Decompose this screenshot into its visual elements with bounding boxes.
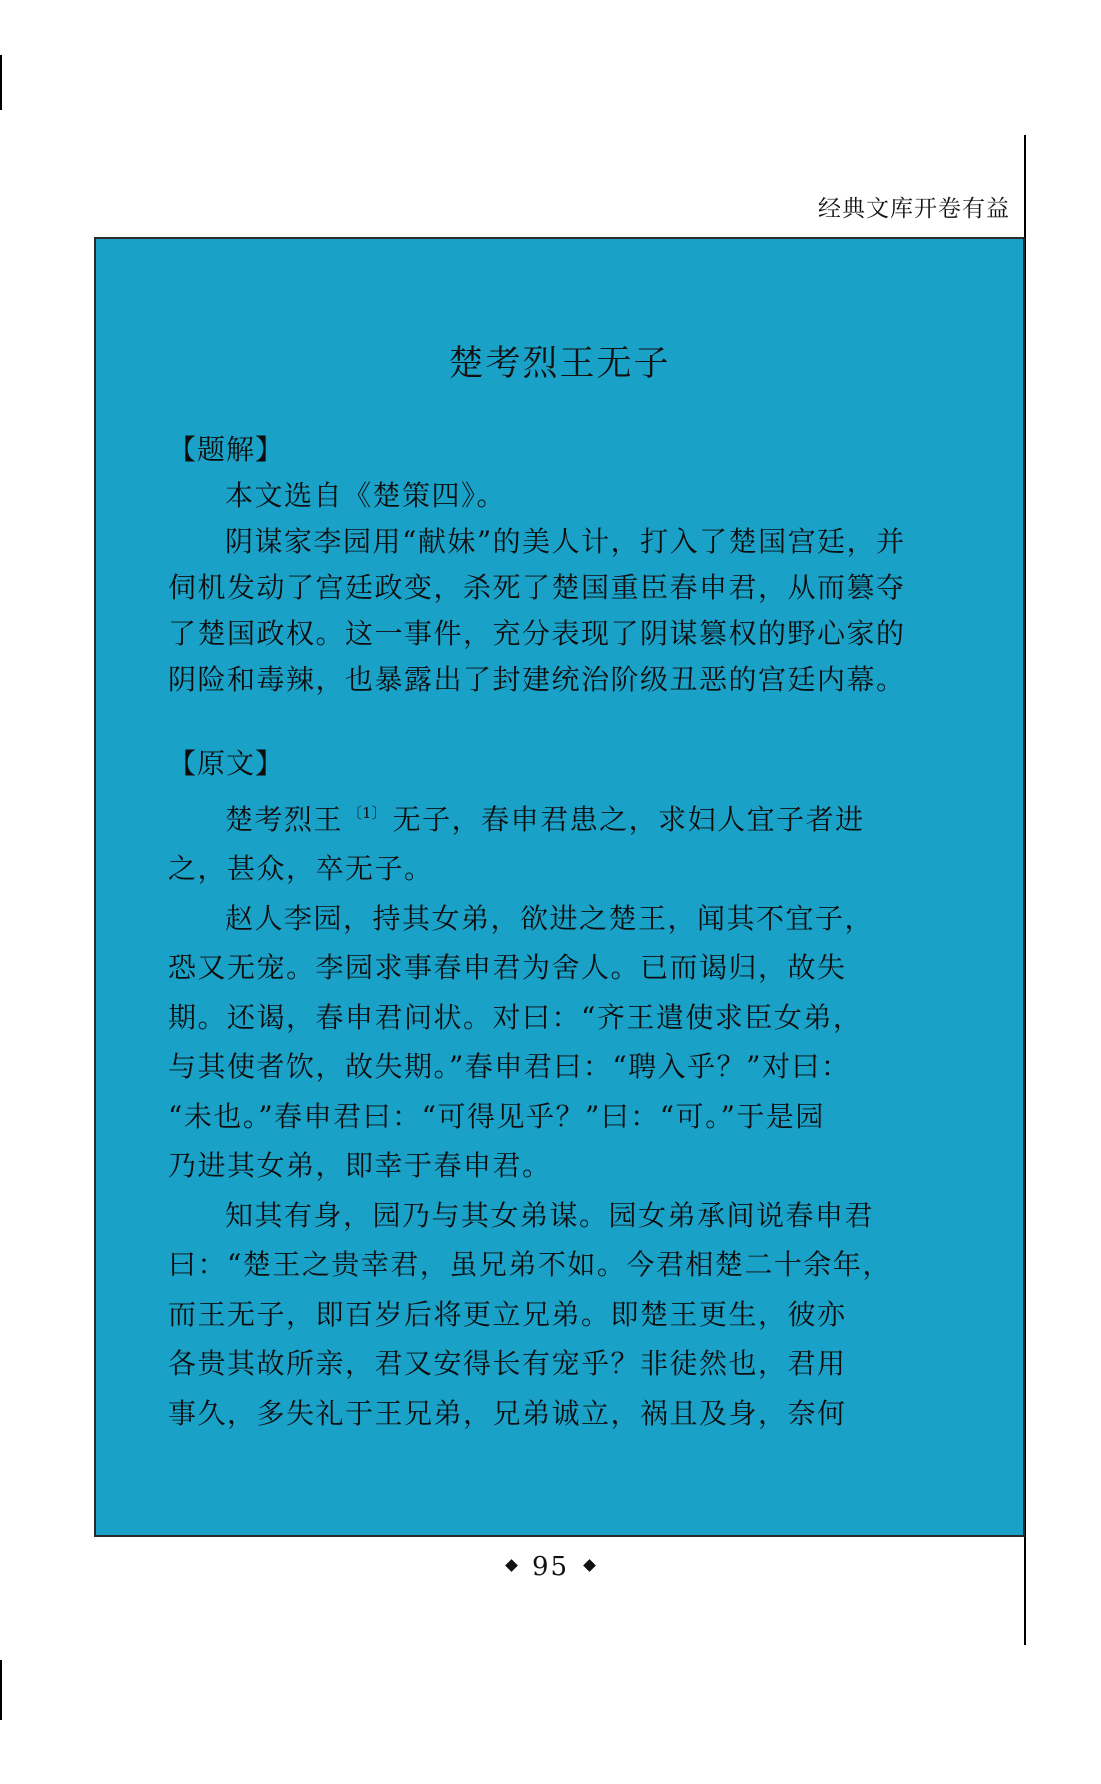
crop-mark-top-left bbox=[0, 55, 2, 110]
original-heading: 【原文】 bbox=[168, 747, 285, 780]
intro-line: 阴谋家李园用“献妹”的美人计，打入了楚国宫廷，并 bbox=[225, 525, 906, 558]
original-text-section bbox=[168, 739, 1028, 1438]
original-line: 期。还谒，春申君问状。对曰：“齐王遣使求臣女弟， bbox=[168, 1000, 863, 1034]
first-line-end: 无子，春申君患之，求妇人宜子者进 bbox=[392, 802, 865, 836]
page-number bbox=[0, 1552, 1101, 1582]
original-line: 之，甚众，卒无子。 bbox=[168, 852, 434, 885]
intro-line: 了楚国政权。这一事件，充分表现了阴谋篡权的野心家的 bbox=[168, 617, 906, 650]
original-line: 乃进其女弟，即幸于春申君。 bbox=[168, 1149, 552, 1182]
intro-section bbox=[168, 427, 1028, 703]
original-line: “未也。”春申君曰：“可得见乎？”曰：“可。”于是园 bbox=[168, 1099, 825, 1133]
diamond-right-icon bbox=[583, 1559, 596, 1572]
original-line: 赵人李园，持其女弟，欲进之楚王，闻其不宜子， bbox=[225, 901, 875, 935]
original-line: 曰：“楚王之贵幸君，虽兄弟不如。今君相楚二十余年， bbox=[168, 1248, 892, 1281]
intro-line: 阴险和毒辣，也暴露出了封建统治阶级丑恶的宫廷内幕。 bbox=[168, 663, 906, 696]
original-line: 恐又无宠。李园求事春申君为舍人。已而谒归，故失 bbox=[168, 951, 847, 984]
intro-line: 伺机发动了宫廷政变，杀死了楚国重臣春申君，从而篡夺 bbox=[168, 571, 906, 604]
page-title: 楚考烈王无子 bbox=[448, 344, 671, 384]
original-first-line bbox=[168, 789, 1028, 845]
original-line: 知其有身，园乃与其女弟谋。园女弟承间说春申君 bbox=[225, 1198, 875, 1232]
original-line: 而王无子，即百岁后将更立兄弟。即楚王更生，彼亦 bbox=[168, 1297, 847, 1331]
crop-mark-bottom-left bbox=[0, 1660, 2, 1720]
original-line: 与其使者饮，故失期。”春申君曰：“聘入乎？”对曰： bbox=[168, 1050, 851, 1083]
content-panel bbox=[94, 237, 1025, 1537]
diamond-left-icon bbox=[505, 1559, 518, 1572]
running-head: 经典文库开卷有益 bbox=[818, 196, 1010, 222]
page-number-text: 95 bbox=[531, 1552, 570, 1582]
original-line: 事久，多失礼于王兄弟，兄弟诚立，祸且及身，奈何 bbox=[168, 1396, 847, 1430]
intro-line: 本文选自《楚策四》。 bbox=[225, 479, 507, 512]
intro-heading: 【题解】 bbox=[168, 433, 285, 466]
first-line-start: 楚考烈王 bbox=[225, 802, 344, 836]
footnote-marker: 〔1〕 bbox=[347, 803, 387, 822]
original-line: 各贵其故所亲，君又安得长有宠乎？非徒然也，君用 bbox=[168, 1347, 847, 1380]
